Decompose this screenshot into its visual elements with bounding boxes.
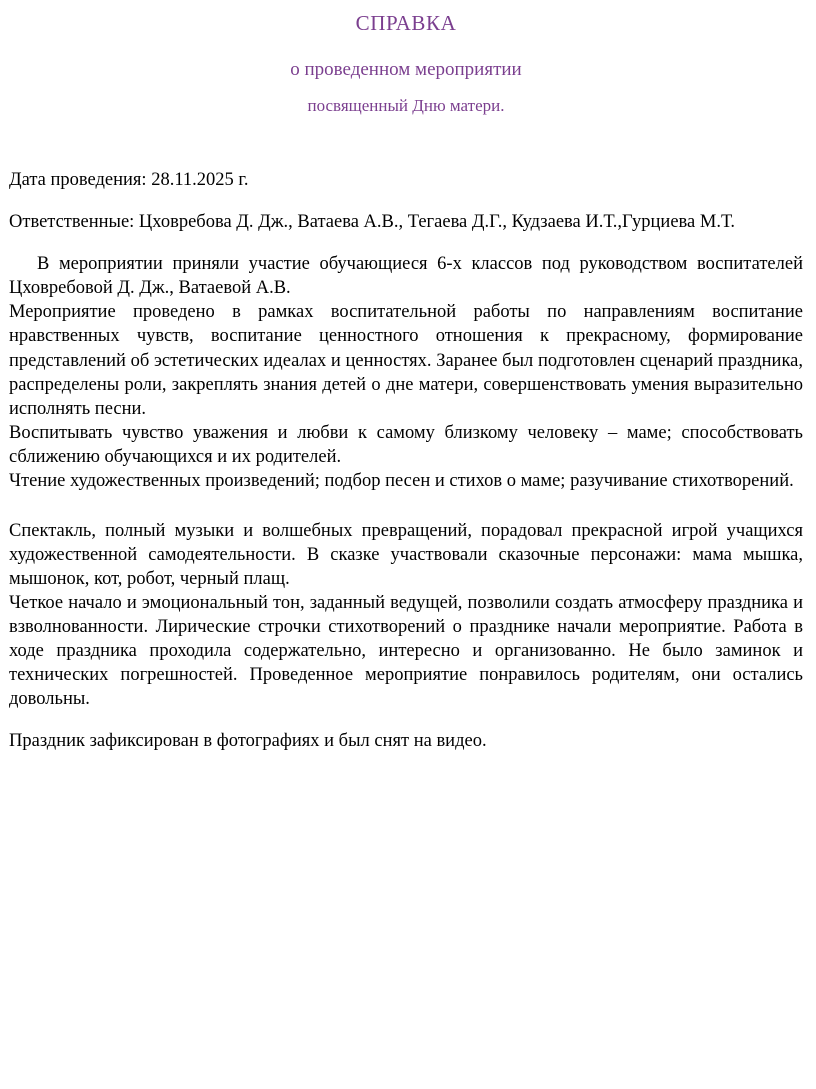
title-block [8,10,804,116]
document-body [8,168,804,753]
photo-video-note: Праздник зафиксирован в фотографиях и был снят на видео. [9,731,487,752]
reading-paragraph: Чтение художественных произведений; подбор песен и стихов о маме; разучивание стихотворений. [9,470,794,491]
participants-paragraph: В мероприятии приняли участие обучающиеся 6-х классов под руководством воспитателей Цховребовой Д. Дж., Ватаевой А.В. [9,254,803,299]
page-title: СПРАВКА [355,11,457,35]
upbringing-paragraph: Воспитывать чувство уважения и любви к самому близкому человеку – маме; способствовать сближению обучающихся и их родителей. [9,422,803,467]
performance-paragraph: Спектакль, полный музыки и волшебных превращений, порадовал прекрасной игрой учащихся художественной самодеятельности. В сказке участвовали сказочные персонажи: мама мышка, мышонок, кот, робот, черный плащ. [9,520,803,589]
framework-paragraph: Мероприятие проведено в рамках воспитательной работы по направлениям воспитание нравственных чувств, воспитание ценностного отношения к прекрасному, формирование представлений об эстетических идеалах и ценностях. Заранее был подготовлен сценарий праздника, распределены роли, закреплять знания детей о дне матери, совершенствовать умения выразительно исполнять песни. [9,302,803,419]
event-date-line: Дата проведения: 28.11.2025 г. [9,170,249,191]
responsible-persons-line: Ответственные: Цховребова Д. Дж., Ватаева А.В., Тегаева Д.Г., Кудзаева И.Т.,Гурциева М.Т. [9,212,736,233]
page-subtitle-secondary: посвященный Дню матери. [307,96,505,115]
atmosphere-paragraph: Четкое начало и эмоциональный тон, заданный ведущей, позволили создать атмосферу праздника и взволнованности. Лирические строчки стихотворений о празднике начали мероприятие. Работа в ходе праздника проходила содержательно, интересно и организованно. Не было заминок и технических погрешностей. Проведенное мероприятие понравилось родителям, они остались довольны. [9,592,803,710]
page-subtitle: о проведенном мероприятии [290,59,522,81]
